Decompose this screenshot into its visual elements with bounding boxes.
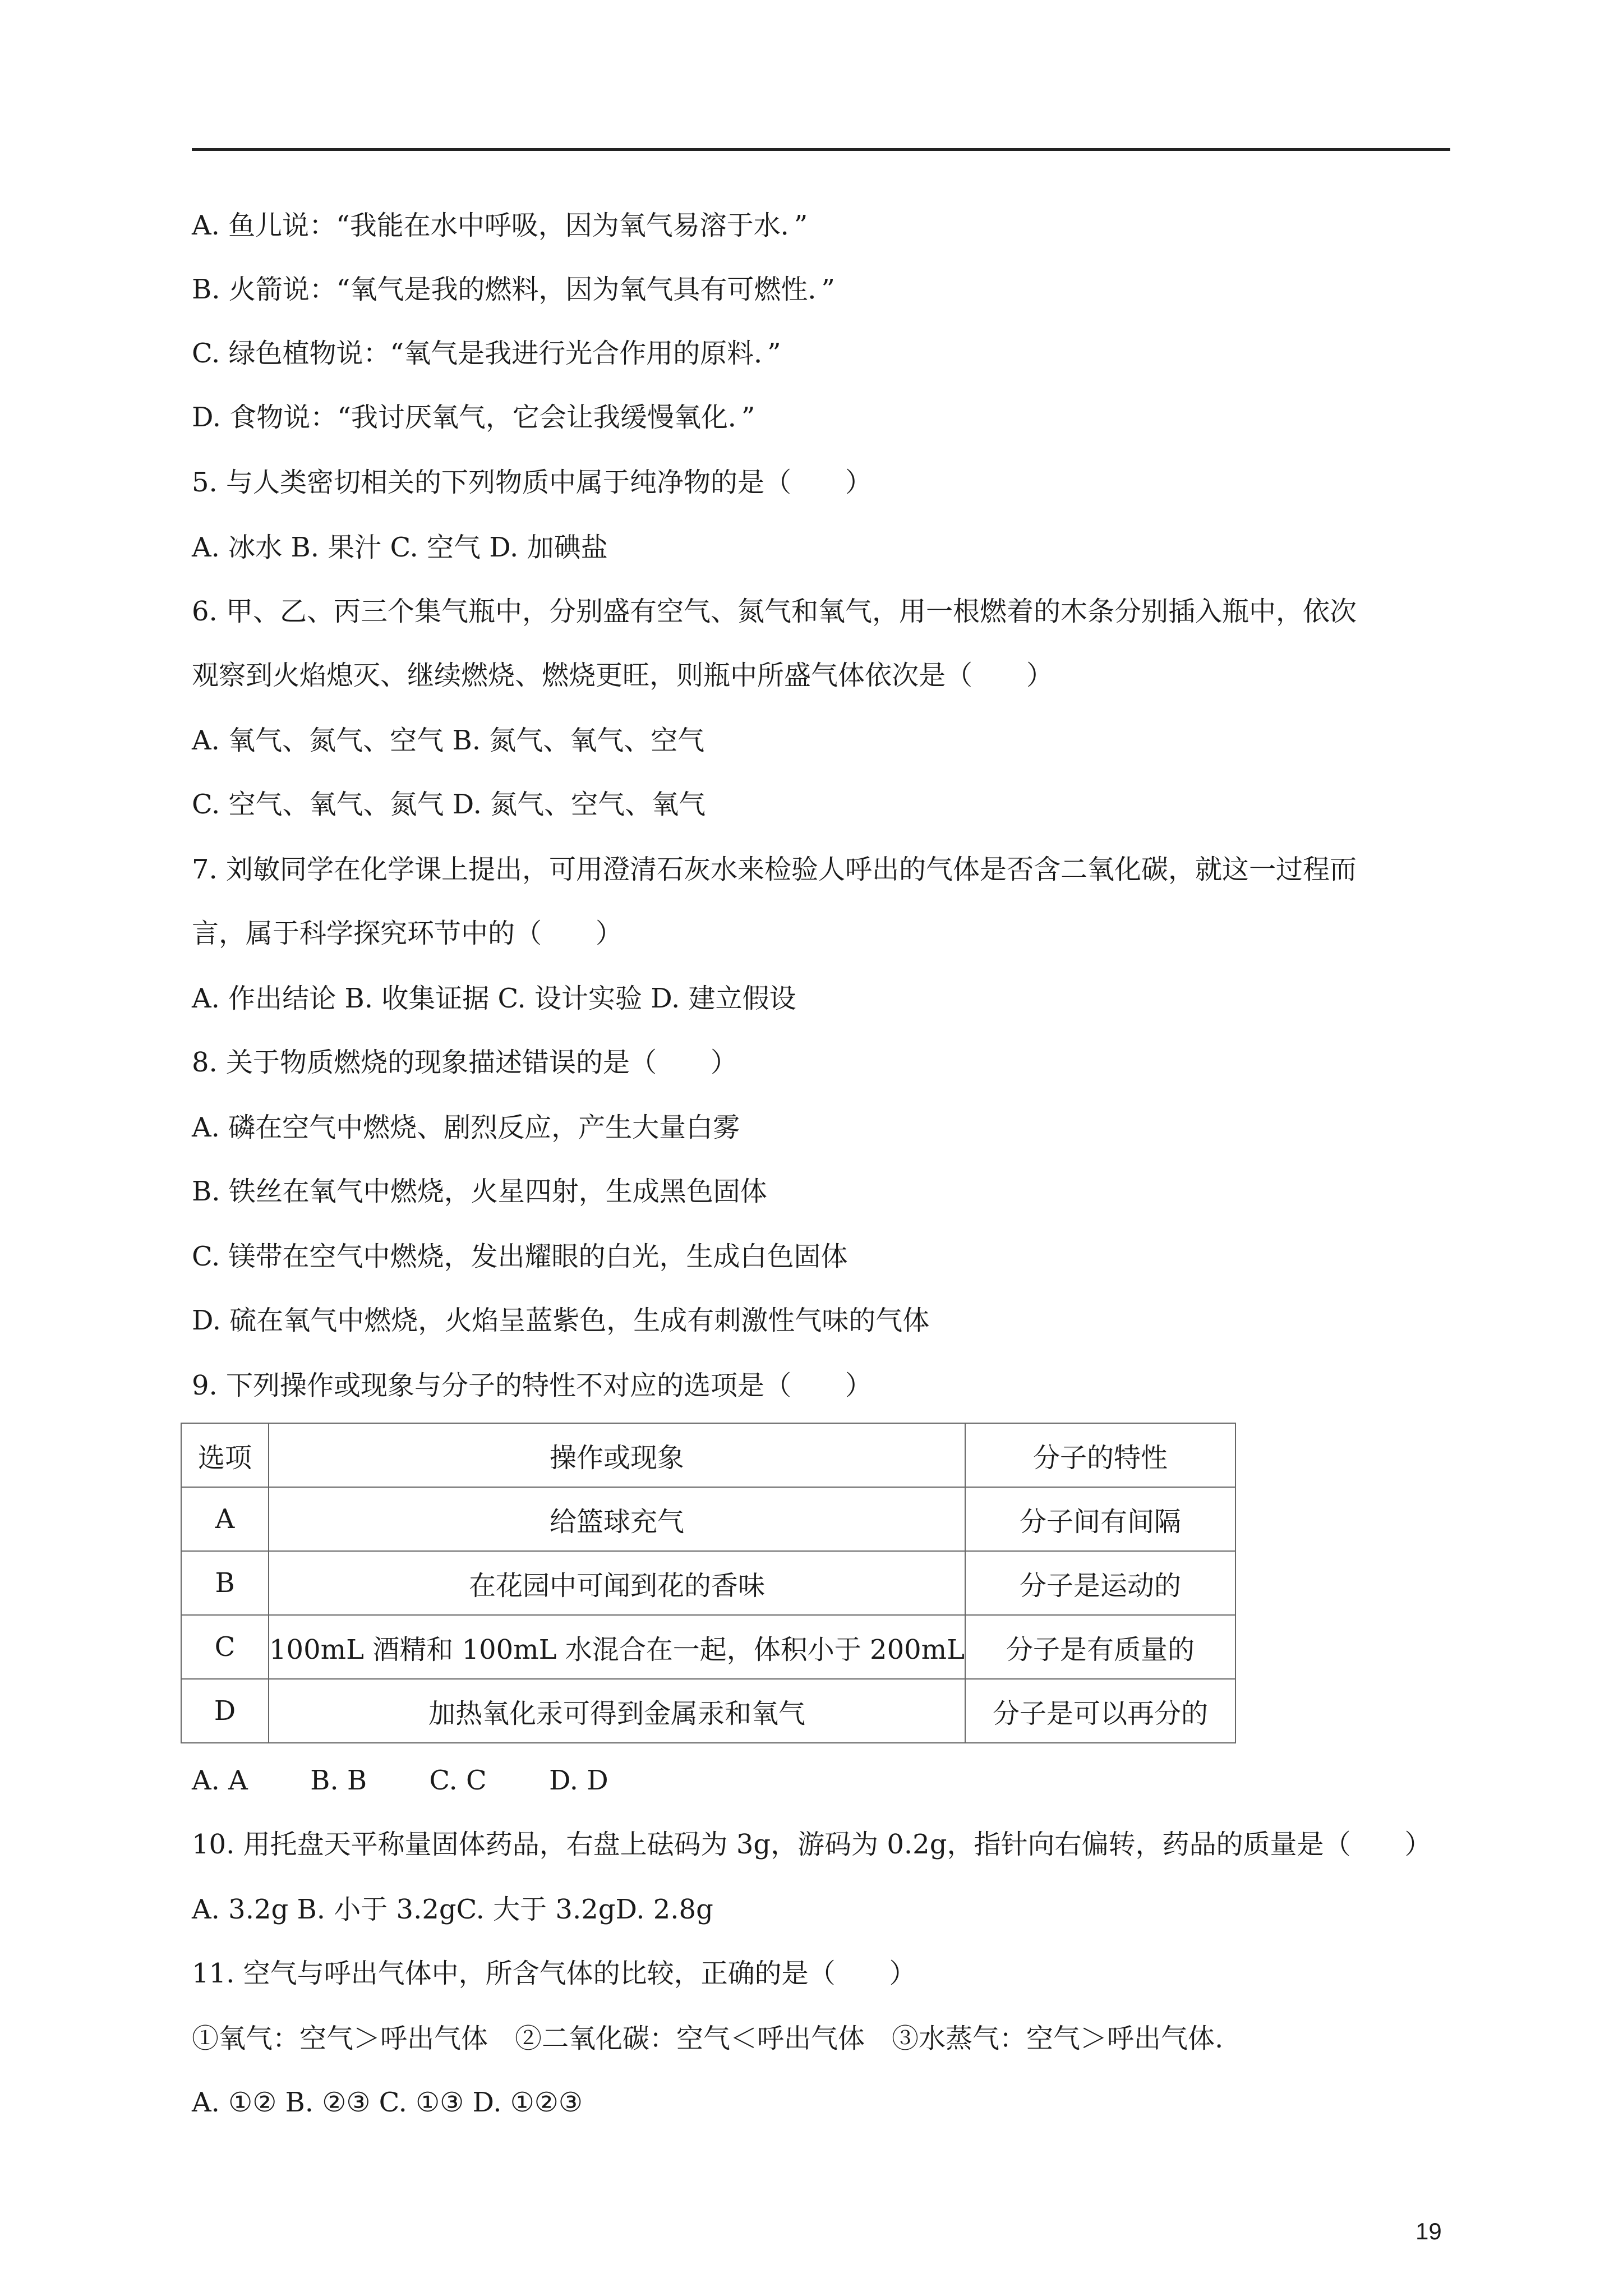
table-row [181,1679,1235,1743]
table-cell: 在花园中可闻到花的香味 [269,1551,965,1615]
question-9-table [181,1423,1236,1743]
table-header-row [181,1423,1235,1487]
option-b-rocket: B. 火箭说：“氧气是我的燃料，因为氧气具有可燃性．” [192,274,835,305]
question-8-option-c: C. 镁带在空气中燃烧，发出耀眼的白光，生成白色固体 [192,1241,848,1272]
table-header-cell: 操作或现象 [269,1423,965,1487]
question-9: 9. 下列操作或现象与分子的特性不对应的选项是（ ） [192,1370,873,1401]
question-11: 11. 空气与呼出气体中，所含气体的比较，正确的是（ ） [192,1958,916,1989]
page-number: 19 [1415,2218,1442,2244]
question-11-options: A. ①② B. ②③ C. ①③ D. ①②③ [192,2087,583,2118]
question-5: 5. 与人类密切相关的下列物质中属于纯净物的是（ ） [192,467,873,498]
table-row [181,1487,1235,1551]
table-cell: 加热氧化汞可得到金属汞和氧气 [269,1679,965,1743]
question-9-options: A. A B. B C. C D. D [192,1765,608,1796]
question-8-option-b: B. 铁丝在氧气中燃烧，火星四射，生成黑色固体 [192,1176,767,1207]
table-cell: 分子是运动的 [965,1551,1235,1615]
question-10: 10. 用托盘天平称量固体药品，右盘上砝码为 3g，游码为 0.2g，指针向右偏转，药品的质量是（ ） [192,1829,1432,1860]
table-cell: 分子是有质量的 [965,1615,1235,1679]
table-cell: B [181,1551,269,1615]
question-7-options: A. 作出结论 B. 收集证据 C. 设计实验 D. 建立假设 [192,983,796,1014]
option-a-fish: A. 鱼儿说：“我能在水中呼吸，因为氧气易溶于水．” [192,210,808,241]
question-8-option-d: D. 硫在氧气中燃烧，火焰呈蓝紫色，生成有刺激性气味的气体 [192,1305,930,1336]
question-6-line-2: 观察到火焰熄灭、继续燃烧、燃烧更旺，则瓶中所盛气体依次是（ ） [192,660,1054,691]
question-6-line-1: 6. 甲、乙、丙三个集气瓶中，分别盛有空气、氮气和氧气，用一根燃着的木条分别插入瓶中，依次 [192,596,1357,627]
question-11-statements: ①氧气：空气＞呼出气体 ②二氧化碳：空气＜呼出气体 ③水蒸气：空气＞呼出气体. [192,2023,1224,2054]
table-row [181,1615,1235,1679]
question-7-line-1: 7. 刘敏同学在化学课上提出，可用澄清石灰水来检验人呼出的气体是否含二氧化碳，就这一过程而 [192,854,1357,885]
question-8-option-a: A. 磷在空气中燃烧、剧烈反应，产生大量白雾 [192,1112,740,1143]
table-cell: 分子间有间隔 [965,1487,1235,1551]
table-header-cell: 选项 [181,1423,269,1487]
header-rule [192,148,1450,151]
table-cell: D [181,1679,269,1743]
table-cell: 100mL 酒精和 100mL 水混合在一起，体积小于 200mL [269,1615,965,1679]
question-7-line-2: 言，属于科学探究环节中的（ ） [192,918,623,949]
table-cell: 给篮球充气 [269,1487,965,1551]
table-cell: C [181,1615,269,1679]
table-cell: 分子是可以再分的 [965,1679,1235,1743]
option-d-food: D. 食物说：“我讨厌氧气，它会让我缓慢氧化．” [192,402,755,433]
table-cell: A [181,1487,269,1551]
question-6-options-cd: C. 空气、氧气、氮气 D. 氮气、空气、氧气 [192,789,706,820]
question-8: 8. 关于物质燃烧的现象描述错误的是（ ） [192,1047,738,1078]
table-row [181,1551,1235,1615]
question-5-options: A. 冰水 B. 果汁 C. 空气 D. 加碘盐 [192,532,608,563]
question-6-options-ab: A. 氧气、氮气、空气 B. 氮气、氧气、空气 [192,725,705,756]
option-c-plant: C. 绿色植物说：“氧气是我进行光合作用的原料．” [192,338,781,369]
table-header-cell: 分子的特性 [965,1423,1235,1487]
question-10-options: A. 3.2g B. 小于 3.2gC. 大于 3.2gD. 2.8g [192,1894,713,1925]
